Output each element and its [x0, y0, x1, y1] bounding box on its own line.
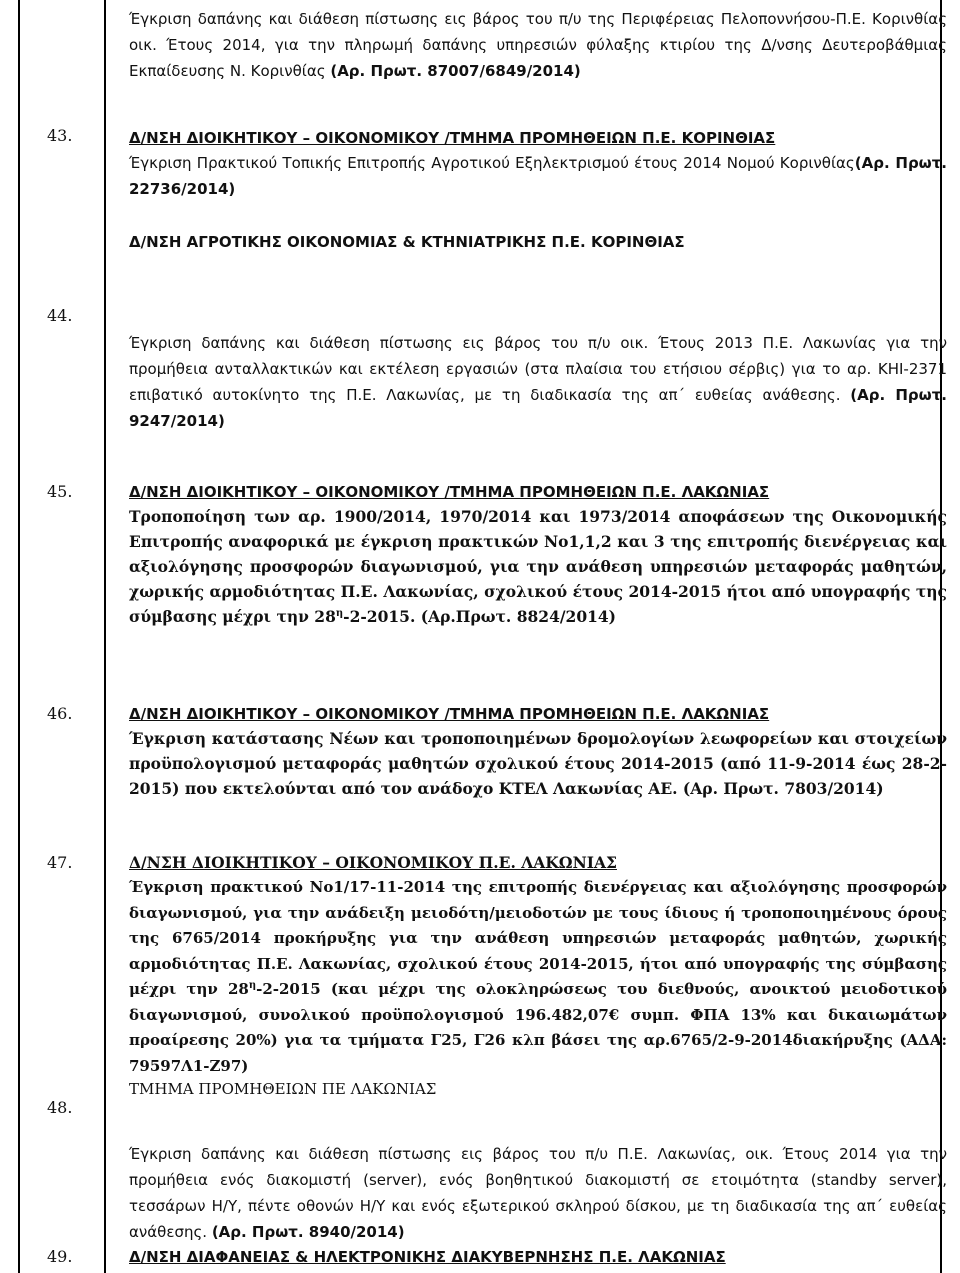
- item-48: [129, 1141, 947, 1245]
- table-column-divider: [104, 0, 106, 1273]
- item-44: [129, 330, 947, 434]
- item-47-heading: Δ/ΝΣΗ ΔΙΟΙΚΗΤΙΚΟΥ – ΟΙΚΟΝΟΜΙΚΟΥ Π.Ε. ΛΑΚΩΝΙΑΣ: [129, 853, 617, 872]
- item-49-heading: Δ/ΝΣΗ ΔΙΑΦΑΝΕΙΑΣ & ΗΛΕΚΤΡΟΝΙΚΗΣ ΔΙΑΚΥΒΕΡΝΗΣΗΣ Π.Ε. ΛΑΚΩΝΙΑΣ: [129, 1248, 726, 1266]
- item-47-text-end: -2-2015 (και μέχρι της ολοκληρώσεως του διεθνούς, ανοικτού μειοδοτικού διαγωνισμού, συνολικού προϋπολογισμού 196.482,07€ συμπ. ΦΠΑ 13% και δικαιωμάτων προαίρεσης 20%) για τα τμήματα Γ25, Γ26 κλπ βάσει της αρ.6765/2-9-2014διακήρυξης (ΑΔΑ: 79597Λ1-Ζ97): [129, 980, 947, 1075]
- item-44-heading: Δ/ΝΣΗ ΑΓΡΟΤΙΚΗΣ ΟΙΚΟΝΟΜΙΑΣ & ΚΤΗΝΙΑΤΡΙΚΗΣ Π.Ε. ΚΟΡΙΝΘΙΑΣ: [129, 233, 685, 251]
- item-42-ref: (Αρ. Πρωτ. 87007/6849/2014): [330, 62, 581, 80]
- item-43-heading: Δ/ΝΣΗ ΔΙΟΙΚΗΤΙΚΟΥ – ΟΙΚΟΝΟΜΙΚΟΥ /ΤΜΗΜΑ ΠΡΟΜΗΘΕΙΩΝ Π.Ε. ΚΟΡΙΝΘΙΑΣ: [129, 129, 776, 147]
- item-42-text: Έγκριση δαπάνης και διάθεση πίστωσης εις βάρος του π/υ της Περιφέρειας Πελοποννήσου-Π.Ε. Κορινθίας οικ. Έτους 2014, για την πληρωμή δαπάνης υπηρεσιών φύλαξης κτιρίου της Δ/νσης Δευτεροβάθμιας Εκπαίδευσης Ν. Κορινθίας: [129, 10, 947, 80]
- item-48-ref: (Αρ. Πρωτ. 8940/2014): [211, 1223, 405, 1241]
- item-45-sup: η: [335, 607, 344, 619]
- item-46: [129, 702, 947, 801]
- item-43-body: [129, 150, 947, 202]
- item-47-sup: η: [248, 980, 257, 991]
- item-46-body: Έγκριση κατάστασης Νέων και τροποποιημένων δρομολογίων λεωφορείων και στοιχείων προϋπολογισμού μεταφοράς μαθητών σχολικού έτους 2014-2015 (από 11-9-2014 έως 28-2-2015) που εκτελούνται από τον ανάδοχο ΚΤΕΛ Λακωνίας ΑΕ. (Αρ. Πρωτ. 7803/2014): [129, 729, 947, 798]
- item-49-number: 49.: [47, 1247, 73, 1266]
- item-44-heading-wrap: [129, 230, 947, 254]
- item-45-body: [129, 504, 947, 629]
- item-44-text: Έγκριση δαπάνης και διάθεση πίστωσης εις βάρος του π/υ οικ. Έτους 2013 Π.Ε. Λακωνίας για την προμήθεια ανταλλακτικών και εκτέλεση εργασιών (στα πλαίσια του ετήσιου σέρβις) για το αρ. ΚΗΙ-2371 επιβατικό αυτοκίνητο της Π.Ε. Λακωνίας, με τη διαδικασία της απ΄ ευθείας ανάθεσης.: [129, 334, 947, 404]
- item-43-text: Έγκριση Πρακτικού Τοπικής Επιτροπής Αγροτικού Εξηλεκτρισμού έτους 2014 Νομού Κορινθίας: [129, 154, 855, 172]
- item-47-subheading: ΤΜΗΜΑ ΠΡΟΜΗΘΕΙΩΝ ΠΕ ΛΑΚΩΝΙΑΣ: [129, 1080, 437, 1098]
- item-42: [129, 6, 947, 84]
- item-45-text-end: -2-2015. (Αρ.Πρωτ. 8824/2014): [343, 607, 617, 626]
- item-47-body: [129, 875, 947, 1079]
- item-47-text: Έγκριση πρακτικού Νο1/17-11-2014 της επιτροπής διενέργειας και αξιολόγησης προσφορών διαγωνισμού, για την ανάδειξη μειοδότη/μειοδοτών με τους ίδιους ή τροποποιημένους όρους της 6765/2014 προκήρυξης για την ανάθεση υπηρεσιών μεταφοράς μαθητών, χωρικής αρμοδιότητας Π.Ε. Λακωνίας, σχολικού έτους 2014-2015, ήτοι από υπογραφής της σύμβασης μέχρι την 28: [129, 878, 947, 998]
- item-48-text: Έγκριση δαπάνης και διάθεση πίστωσης εις βάρος του π/υ Π.Ε. Λακωνίας, οικ. Έτους 2014 για την προμήθεια ενός διακομιστή (server), ενός βοηθητικού διακομιστή σε ετοιμότητα (standby server), τεσσάρων Η/Υ, πέντε οθονών Η/Υ και ενός εξωτερικού σκληρού δίσκου, με τη διαδικασία της απ΄ ευθείας ανάθεσης.: [129, 1145, 947, 1241]
- item-45-heading: Δ/ΝΣΗ ΔΙΟΙΚΗΤΙΚΟΥ – ΟΙΚΟΝΟΜΙΚΟΥ /ΤΜΗΜΑ ΠΡΟΜΗΘΕΙΩΝ Π.Ε. ΛΑΚΩΝΙΑΣ: [129, 483, 770, 501]
- item-46-number: 46.: [47, 704, 73, 723]
- item-48-number: 48.: [47, 1098, 73, 1117]
- item-47-number: 47.: [47, 853, 73, 872]
- item-44-ref: (Αρ. Πρωτ. 9247/2014): [129, 386, 947, 430]
- item-43-number: 43.: [47, 126, 73, 145]
- item-43: [129, 126, 947, 202]
- item-45-text: Τροποποίηση των αρ. 1900/2014, 1970/2014 και 1973/2014 αποφάσεων της Οικονομικής Επιτροπής αναφορικά με έγκριση πρακτικών Νο1,1,2 και 3 της επιτροπής διενέργειας και αξιολόγησης προσφορών διαγωνισμού, για την ανάθεση υπηρεσιών μεταφοράς μαθητών, χωρικής αρμοδιότητας Π.Ε. Λακωνίας, σχολικού έτους 2014-2015 ήτοι από υπογραφής της σύμβασης μέχρι την 28: [129, 507, 947, 626]
- item-43-ref: (Αρ. Πρωτ. 22736/2014): [129, 154, 947, 198]
- table-border-left: [18, 0, 20, 1273]
- item-45-number: 45.: [47, 482, 73, 501]
- item-47: [129, 851, 947, 1103]
- item-44-number: 44.: [47, 306, 73, 325]
- item-45: [129, 480, 947, 629]
- item-46-heading: Δ/ΝΣΗ ΔΙΟΙΚΗΤΙΚΟΥ – ΟΙΚΟΝΟΜΙΚΟΥ /ΤΜΗΜΑ ΠΡΟΜΗΘΕΙΩΝ Π.Ε. ΛΑΚΩΝΙΑΣ: [129, 705, 770, 723]
- item-49: [129, 1245, 947, 1269]
